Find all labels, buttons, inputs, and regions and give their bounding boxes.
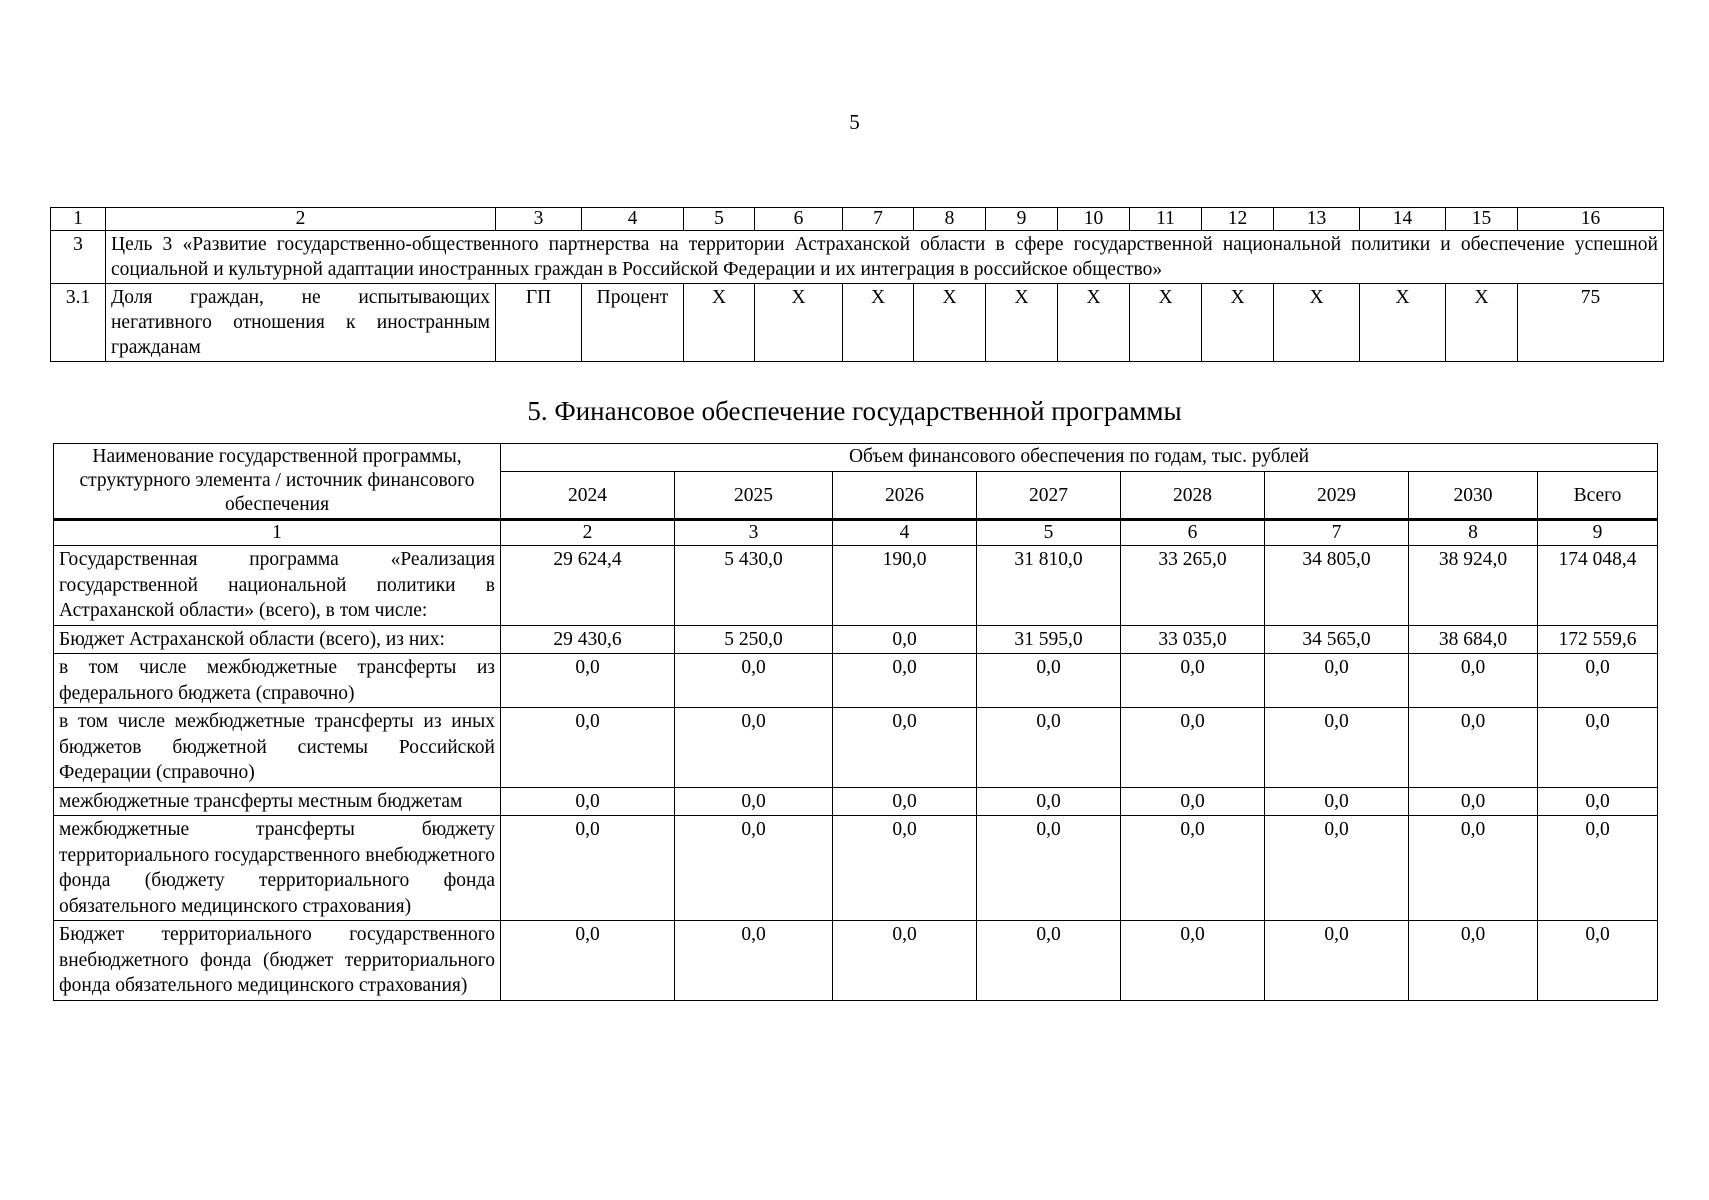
indicator-value: X bbox=[1202, 284, 1274, 362]
cell-value: 0,0 bbox=[1409, 816, 1538, 921]
cell-value: 0,0 bbox=[1121, 708, 1265, 788]
column-number: 4 bbox=[582, 208, 684, 231]
indicator-value: X bbox=[986, 284, 1058, 362]
cell-value: 0,0 bbox=[1121, 787, 1265, 816]
indicator-value: X bbox=[1274, 284, 1360, 362]
name-header: Наименование государственной программы, структурного элемента / источник финансового обеспечения bbox=[54, 444, 501, 520]
cell-value: 0,0 bbox=[1409, 654, 1538, 708]
column-number: 1 bbox=[54, 520, 501, 546]
cell-value: 0,0 bbox=[675, 921, 833, 1001]
indicators-table bbox=[50, 207, 1664, 362]
table-row bbox=[54, 816, 1658, 921]
cell-value: 5 250,0 bbox=[675, 625, 833, 654]
indicator-value: X bbox=[1130, 284, 1202, 362]
header-row bbox=[54, 444, 1658, 472]
column-number: 6 bbox=[755, 208, 843, 231]
table-row bbox=[54, 787, 1658, 816]
cell-value: 0,0 bbox=[675, 816, 833, 921]
cell-value: 0,0 bbox=[1409, 787, 1538, 816]
column-number: 7 bbox=[843, 208, 914, 231]
column-number-row bbox=[51, 208, 1664, 231]
year-header: 2024 bbox=[501, 472, 675, 520]
cell-value: 34 565,0 bbox=[1265, 625, 1409, 654]
financing-table bbox=[53, 443, 1658, 1001]
cell-value: 0,0 bbox=[501, 816, 675, 921]
cell-value: 0,0 bbox=[501, 787, 675, 816]
table-row bbox=[54, 708, 1658, 788]
cell-value: 0,0 bbox=[1265, 921, 1409, 1001]
column-number: 9 bbox=[1538, 520, 1658, 546]
cell-value: 31 810,0 bbox=[977, 546, 1121, 626]
column-number: 8 bbox=[914, 208, 986, 231]
page-number: 5 bbox=[849, 110, 860, 134]
column-number: 16 bbox=[1518, 208, 1664, 231]
cell-value: 31 595,0 bbox=[977, 625, 1121, 654]
column-number: 13 bbox=[1274, 208, 1360, 231]
goal-text: Цель 3 «Развитие государственно-общественного партнерства на территории Астраханской области в сфере государственной национальной политики и обеспечение успешной социальной и культурной адаптации иностранных граждан в Российской Федерации и их интеграция в российское общество» bbox=[106, 231, 1664, 284]
indicator-row bbox=[51, 284, 1664, 362]
column-number-row bbox=[54, 520, 1658, 546]
column-number: 3 bbox=[675, 520, 833, 546]
year-header: 2030 bbox=[1409, 472, 1538, 520]
column-number: 5 bbox=[684, 208, 755, 231]
row-name: в том числе межбюджетные трансферты из федерального бюджета (справочно) bbox=[54, 654, 501, 708]
cell-value: 0,0 bbox=[675, 654, 833, 708]
cell-value: 29 430,6 bbox=[501, 625, 675, 654]
cell-value: 38 924,0 bbox=[1409, 546, 1538, 626]
cell-value: 0,0 bbox=[1538, 708, 1658, 788]
cell-value: 0,0 bbox=[833, 708, 977, 788]
cell-value: 0,0 bbox=[1121, 816, 1265, 921]
column-number: 11 bbox=[1130, 208, 1202, 231]
cell-value: 0,0 bbox=[833, 921, 977, 1001]
year-header: 2026 bbox=[833, 472, 977, 520]
year-header: 2028 bbox=[1121, 472, 1265, 520]
cell-value: 0,0 bbox=[1538, 921, 1658, 1001]
cell-value: 0,0 bbox=[833, 787, 977, 816]
column-number: 1 bbox=[51, 208, 106, 231]
cell-value: 0,0 bbox=[1121, 921, 1265, 1001]
row-name: Бюджет Астраханской области (всего), из них: bbox=[54, 625, 501, 654]
column-number: 12 bbox=[1202, 208, 1274, 231]
cell-value: 0,0 bbox=[1538, 787, 1658, 816]
cell-value: 0,0 bbox=[675, 787, 833, 816]
indicator-total: 75 bbox=[1518, 284, 1664, 362]
row-name: межбюджетные трансферты местным бюджетам bbox=[54, 787, 501, 816]
cell-value: 0,0 bbox=[1538, 816, 1658, 921]
indicator-unit: Процент bbox=[582, 284, 684, 362]
table-row bbox=[54, 921, 1658, 1001]
indicator-number: 3.1 bbox=[51, 284, 106, 362]
cell-value: 0,0 bbox=[675, 708, 833, 788]
cell-value: 33 035,0 bbox=[1121, 625, 1265, 654]
goal-number: 3 bbox=[51, 231, 106, 284]
cell-value: 0,0 bbox=[1265, 654, 1409, 708]
volume-header: Объем финансового обеспечения по годам, тыс. рублей bbox=[501, 444, 1658, 472]
row-name: Государственная программа «Реализация государственной национальной политики в Астраханской области» (всего), в том числе: bbox=[54, 546, 501, 626]
column-number: 2 bbox=[106, 208, 496, 231]
cell-value: 0,0 bbox=[1409, 708, 1538, 788]
cell-value: 5 430,0 bbox=[675, 546, 833, 626]
cell-value: 0,0 bbox=[833, 625, 977, 654]
cell-value: 0,0 bbox=[1409, 921, 1538, 1001]
indicator-level: ГП bbox=[496, 284, 582, 362]
cell-value: 0,0 bbox=[1265, 708, 1409, 788]
cell-value: 33 265,0 bbox=[1121, 546, 1265, 626]
cell-value: 0,0 bbox=[501, 921, 675, 1001]
indicator-value: X bbox=[755, 284, 843, 362]
column-number: 5 bbox=[977, 520, 1121, 546]
cell-value: 0,0 bbox=[977, 816, 1121, 921]
goal-row bbox=[51, 231, 1664, 284]
section-title: 5. Финансовое обеспечение государственной программы bbox=[527, 396, 1182, 426]
table-row bbox=[54, 625, 1658, 654]
column-number: 14 bbox=[1360, 208, 1446, 231]
column-number: 3 bbox=[496, 208, 582, 231]
cell-value: 0,0 bbox=[977, 654, 1121, 708]
indicator-value: X bbox=[1446, 284, 1518, 362]
cell-value: 0,0 bbox=[1121, 654, 1265, 708]
cell-value: 0,0 bbox=[1538, 654, 1658, 708]
row-name: в том числе межбюджетные трансферты из иных бюджетов бюджетной системы Российской Федерации (справочно) bbox=[54, 708, 501, 788]
indicator-value: X bbox=[914, 284, 986, 362]
cell-value: 190,0 bbox=[833, 546, 977, 626]
cell-value: 0,0 bbox=[501, 654, 675, 708]
cell-value: 0,0 bbox=[1265, 816, 1409, 921]
indicator-value: X bbox=[684, 284, 755, 362]
cell-value: 174 048,4 bbox=[1538, 546, 1658, 626]
cell-value: 0,0 bbox=[501, 708, 675, 788]
year-header: 2027 bbox=[977, 472, 1121, 520]
indicator-value: X bbox=[843, 284, 914, 362]
column-number: 15 bbox=[1446, 208, 1518, 231]
indicator-value: X bbox=[1360, 284, 1446, 362]
cell-value: 0,0 bbox=[977, 708, 1121, 788]
cell-value: 0,0 bbox=[977, 787, 1121, 816]
column-number: 9 bbox=[986, 208, 1058, 231]
row-name: межбюджетные трансферты бюджету территориального государственного внебюджетного фонда (бюджету территориального фонда обязательного медицинского страхования) bbox=[54, 816, 501, 921]
table-row bbox=[54, 546, 1658, 626]
year-header: 2029 bbox=[1265, 472, 1409, 520]
cell-value: 34 805,0 bbox=[1265, 546, 1409, 626]
cell-value: 0,0 bbox=[977, 921, 1121, 1001]
year-header: 2025 bbox=[675, 472, 833, 520]
cell-value: 0,0 bbox=[833, 654, 977, 708]
row-name: Бюджет территориального государственного внебюджетного фонда (бюджет территориального фонда обязательного медицинского страхования) bbox=[54, 921, 501, 1001]
cell-value: 172 559,6 bbox=[1538, 625, 1658, 654]
cell-value: 0,0 bbox=[1265, 787, 1409, 816]
indicator-name: Доля граждан, не испытывающих негативного отношения к иностранным гражданам bbox=[106, 284, 496, 362]
total-header: Всего bbox=[1538, 472, 1658, 520]
column-number: 10 bbox=[1058, 208, 1130, 231]
table-row bbox=[54, 654, 1658, 708]
cell-value: 0,0 bbox=[833, 816, 977, 921]
cell-value: 38 684,0 bbox=[1409, 625, 1538, 654]
column-number: 2 bbox=[501, 520, 675, 546]
column-number: 7 bbox=[1265, 520, 1409, 546]
indicator-value: X bbox=[1058, 284, 1130, 362]
column-number: 8 bbox=[1409, 520, 1538, 546]
column-number: 4 bbox=[833, 520, 977, 546]
column-number: 6 bbox=[1121, 520, 1265, 546]
cell-value: 29 624,4 bbox=[501, 546, 675, 626]
